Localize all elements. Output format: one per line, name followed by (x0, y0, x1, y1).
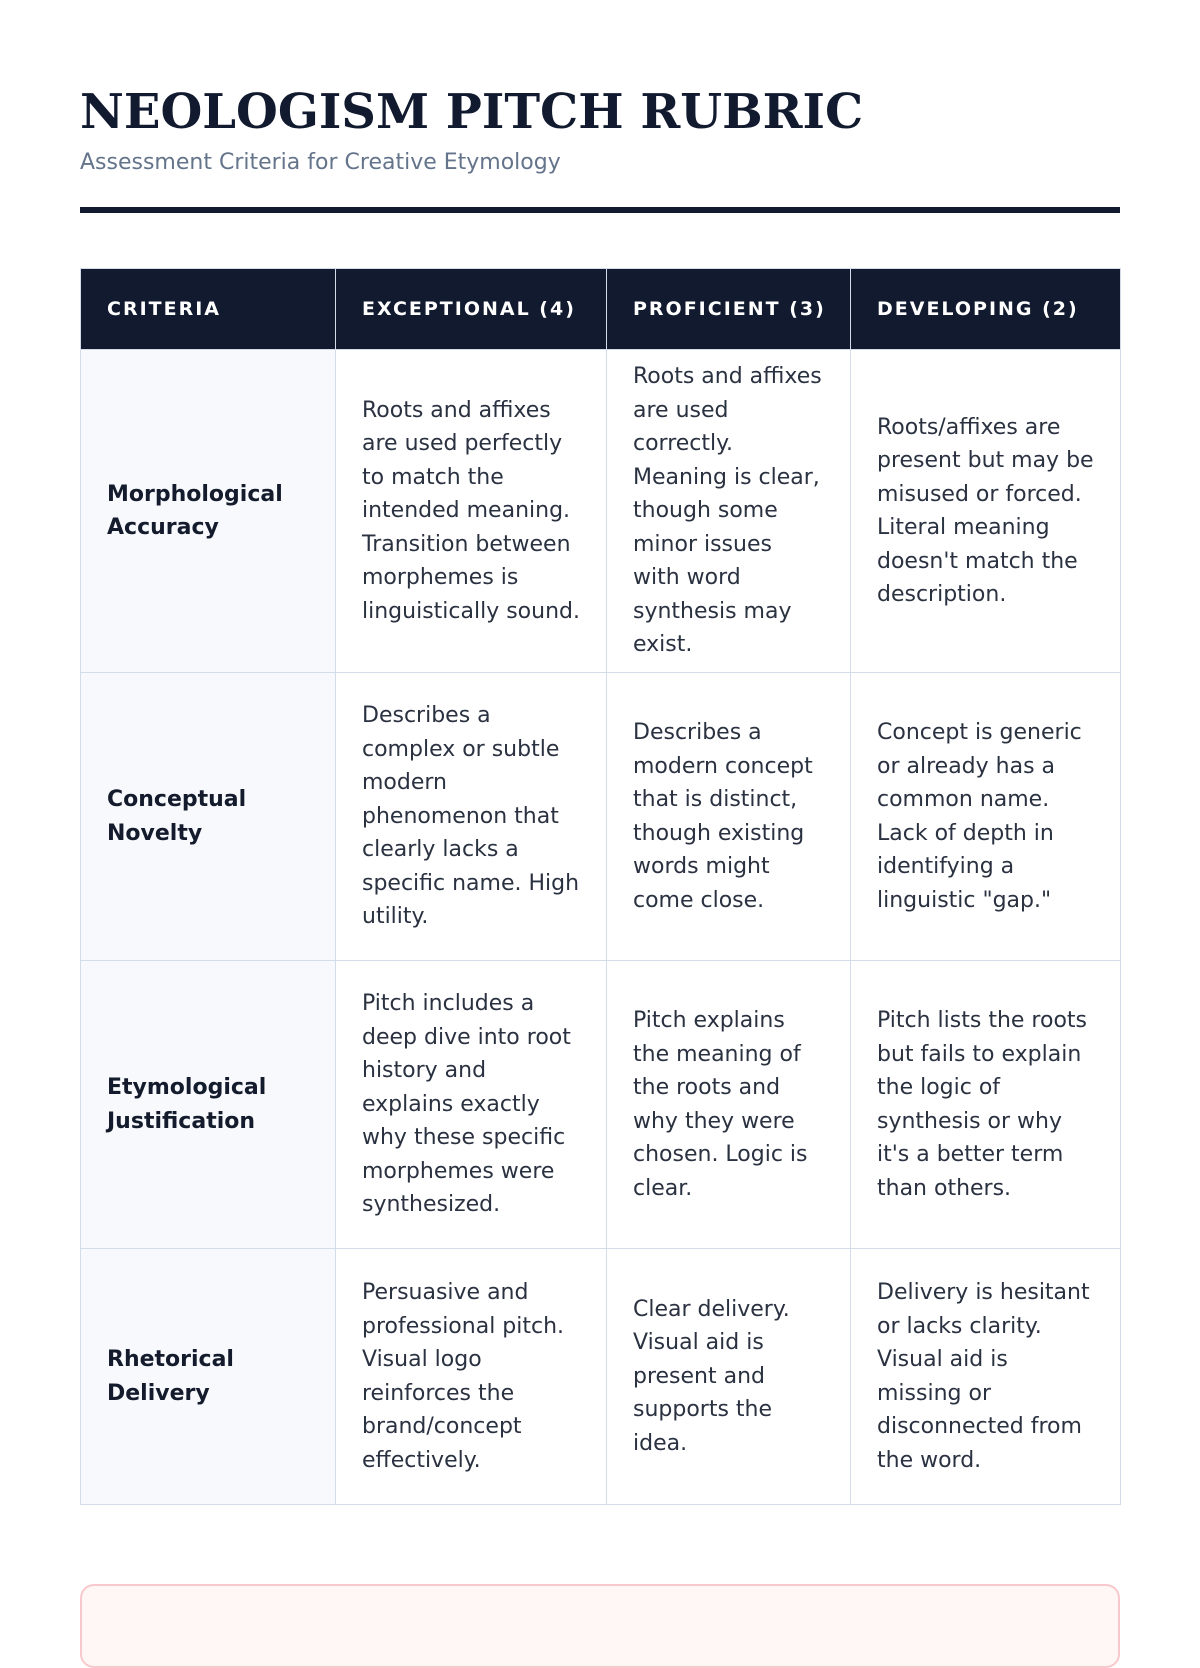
developing-cell: Roots/affixes are present but may be misused or forced. Literal meaning doesn't match the description. (851, 350, 1121, 673)
column-header-exceptional: EXCEPTIONAL (4) (336, 269, 607, 350)
proficient-cell: Clear delivery. Visual aid is present and supports the idea. (607, 1249, 851, 1505)
table-header-row (81, 269, 1121, 350)
criteria-cell: Rhetorical Delivery (81, 1249, 336, 1505)
title-divider (80, 207, 1120, 213)
exceptional-cell: Describes a complex or subtle modern phenomenon that clearly lacks a specific name. High utility. (336, 673, 607, 961)
exceptional-cell: Persuasive and professional pitch. Visual logo reinforces the brand/concept effectively. (336, 1249, 607, 1505)
table-row (81, 1249, 1121, 1505)
developing-cell: Pitch lists the roots but fails to explain the logic of synthesis or why it's a better term than others. (851, 961, 1121, 1249)
developing-cell: Concept is generic or already has a common name. Lack of depth in identifying a linguistic "gap." (851, 673, 1121, 961)
criteria-cell: Morphological Accuracy (81, 350, 336, 673)
column-header-proficient: PROFICIENT (3) (607, 269, 851, 350)
page-title: NEOLOGISM PITCH RUBRIC (80, 84, 864, 140)
page-subtitle: Assessment Criteria for Creative Etymology (80, 150, 561, 175)
column-header-developing: DEVELOPING (2) (851, 269, 1121, 350)
rubric-table (80, 268, 1121, 1505)
bottom-callout-box (80, 1584, 1120, 1668)
developing-cell: Delivery is hesitant or lacks clarity. Visual aid is missing or disconnected from the word. (851, 1249, 1121, 1505)
proficient-cell: Roots and affixes are used correctly. Meaning is clear, though some minor issues with word synthesis may exist. (607, 350, 851, 673)
proficient-cell: Pitch explains the meaning of the roots and why they were chosen. Logic is clear. (607, 961, 851, 1249)
table-row (81, 350, 1121, 673)
column-header-criteria: CRITERIA (81, 269, 336, 350)
table-row (81, 673, 1121, 961)
exceptional-cell: Roots and affixes are used perfectly to match the intended meaning. Transition between morphemes is linguistically sound. (336, 350, 607, 673)
exceptional-cell: Pitch includes a deep dive into root history and explains exactly why these specific morphemes were synthesized. (336, 961, 607, 1249)
proficient-cell: Describes a modern concept that is distinct, though existing words might come close. (607, 673, 851, 961)
criteria-cell: Conceptual Novelty (81, 673, 336, 961)
table-row (81, 961, 1121, 1249)
criteria-cell: Etymological Justification (81, 961, 336, 1249)
